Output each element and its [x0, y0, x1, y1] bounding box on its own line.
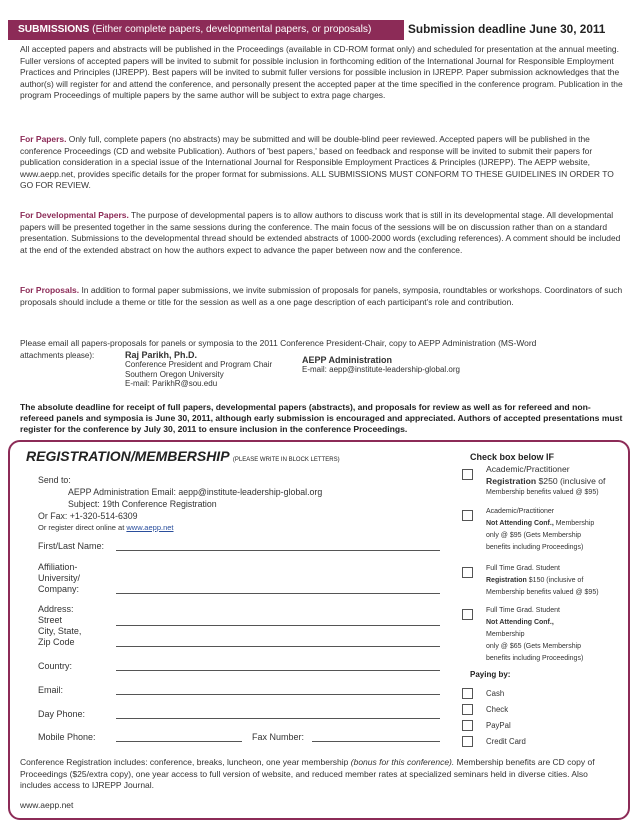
option-3-line-1: Full Time Grad. Student	[486, 565, 560, 572]
address-label-4: Zip Code	[38, 637, 75, 647]
option-4-line-5: benefits including Proceedings)	[486, 655, 584, 662]
option-1-bold: Registration	[486, 476, 537, 486]
option-4-line-1: Full Time Grad. Student	[486, 607, 560, 614]
email-label: Email:	[38, 685, 64, 695]
fax-line: Or Fax: +1-320-514-6309	[38, 511, 138, 521]
fax-number-label: Fax Number:	[252, 732, 305, 742]
contact-raj-role: Conference President and Program Chair	[125, 360, 273, 370]
online-register-link[interactable]: www.aepp.net	[126, 523, 174, 532]
contact-raj-school: Southern Oregon University	[125, 369, 224, 379]
pay-check-checkbox[interactable]	[462, 704, 473, 715]
send-to-label: Send to:	[38, 475, 71, 485]
mobile-phone-label: Mobile Phone:	[38, 732, 96, 742]
affiliation-input-line[interactable]	[116, 593, 440, 594]
contact-raj-email[interactable]: E-mail: ParikhR@sou.edu	[125, 379, 218, 389]
option-checkbox-2[interactable]	[462, 510, 473, 521]
submissions-title: SUBMISSIONS	[18, 24, 90, 35]
option-4-line-3: Membership	[486, 631, 525, 638]
pay-check-label: Check	[486, 705, 509, 714]
contact-aepp	[302, 356, 502, 375]
affiliation-label	[38, 562, 80, 595]
option-2-bold: Not Attending Conf.,	[486, 520, 554, 527]
day-phone-label: Day Phone:	[38, 709, 86, 719]
proposals-paragraph	[20, 285, 624, 308]
option-text-2	[486, 506, 626, 554]
send-to-block	[38, 474, 322, 534]
contact-raj	[125, 351, 305, 389]
option-checkbox-1[interactable]	[462, 469, 473, 480]
contact-raj-name: Raj Parikh, Ph.D.	[125, 350, 198, 360]
option-1-line-3: Membership benefits valued @ $95)	[486, 489, 599, 496]
footer-text-a: Conference Registration includes: conference, breaks, luncheon, one year membership	[20, 757, 349, 767]
country-label: Country:	[38, 661, 73, 671]
footer-text-b: Membership benefits are CD copy of Proceedings ($25/extra copy), one year access to full version of website, and reduced member rates at specialized seminars held in diverse cities. Also includes access to IJREPP Journal.	[20, 757, 595, 791]
option-text-3	[486, 563, 626, 599]
contact-aepp-email[interactable]: E-mail: aepp@institute-leadership-global.org	[302, 365, 460, 375]
day-phone-input-line[interactable]	[116, 718, 440, 719]
option-2-line-2	[486, 518, 626, 530]
developmental-label: For Developmental Papers.	[20, 210, 129, 220]
option-2-line-3: only @ $95 (Gets Membership	[486, 532, 582, 539]
option-1-line-1: Academic/Practitioner	[486, 464, 570, 474]
option-checkbox-4[interactable]	[462, 609, 473, 620]
option-3-line-3: Membership benefits valued @ $95)	[486, 589, 599, 596]
option-text-4	[486, 605, 626, 665]
submissions-header-bar	[8, 20, 404, 40]
option-4-line-2	[486, 617, 626, 629]
paying-by-label: Paying by:	[470, 670, 511, 679]
option-1-price: $250 (inclusive of	[536, 476, 606, 486]
registration-title	[26, 448, 340, 464]
name-label: First/Last Name:	[38, 541, 105, 551]
pay-paypal-checkbox[interactable]	[462, 720, 473, 731]
address-label	[38, 604, 81, 648]
address-label-2: Street	[38, 615, 63, 625]
address-label-1: Address:	[38, 604, 74, 614]
option-3-bold: Registration	[486, 577, 527, 584]
mobile-phone-input-line[interactable]	[116, 741, 242, 742]
registration-title-text: REGISTRATION/MEMBERSHIP	[26, 448, 230, 464]
option-4-bold: Not Attending Conf.,	[486, 619, 554, 626]
option-2-line-4: benefits including Proceedings)	[486, 544, 584, 551]
online-register-prefix: Or register direct online at	[38, 523, 125, 532]
papers-label: For Papers.	[20, 134, 67, 144]
option-4-line-4: only @ $65 (Gets Membership	[486, 643, 582, 650]
proposals-label: For Proposals.	[20, 285, 80, 295]
affiliation-label-1: Affiliation-	[38, 562, 78, 572]
fax-number-input-line[interactable]	[312, 741, 440, 742]
option-2-line-1: Academic/Practitioner	[486, 508, 555, 515]
online-register-line	[38, 522, 322, 534]
papers-paragraph	[20, 134, 624, 192]
option-3-line-2	[486, 575, 626, 587]
contact-aepp-name: AEPP Administration	[302, 355, 393, 365]
pay-credit-card-label: Credit Card	[486, 737, 526, 746]
country-input-line[interactable]	[116, 670, 440, 671]
option-3-price: $150 (inclusive of	[526, 577, 584, 584]
option-checkbox-3[interactable]	[462, 567, 473, 578]
attachments-label: attachments please):	[20, 351, 95, 360]
proposals-text: In addition to formal paper submissions, we invite submission of proposals for panels, symposia, roundtables or workshops. Coordinators of such proposals should include a theme or title for the session as well as a one page description of each participant's role and contribution.	[20, 285, 623, 307]
developmental-paragraph	[20, 210, 624, 256]
name-input-line[interactable]	[116, 550, 440, 551]
registration-title-note: (PLEASE WRITE IN BLOCK LETTERS)	[232, 457, 340, 463]
option-2-rest: Membership	[553, 520, 595, 527]
pay-cash-label: Cash	[486, 689, 505, 698]
email-subject: Subject: 19th Conference Registration	[68, 499, 217, 509]
submission-deadline: Submission deadline June 30, 2011	[408, 22, 606, 36]
affiliation-label-2: University/	[38, 573, 81, 583]
check-box-header: Check box below IF	[470, 452, 555, 462]
registration-includes-text	[20, 757, 620, 792]
developmental-text: The purpose of developmental papers is to allow authors to discuss work that is still in its developmental stage. All developmental papers will be presented together in the same sessions during the conference. The main focus of the sessions will be on discussion rather than on a standard presentation. Submissions to the developmental thread should be extended abstracts of 1000-2000 words (excluding references). A comment should be included at the end of the extended abstract on how the authors expect to advance the paper between now and the conference.	[20, 210, 621, 255]
address-input-line-1[interactable]	[116, 625, 440, 626]
address-input-line-2[interactable]	[116, 646, 440, 647]
pay-paypal-label: PayPal	[486, 721, 511, 730]
address-label-3: City, State,	[38, 626, 82, 636]
email-instructions: Please email all papers-proposals for panels or symposia to the 2011 Conference President-Chair, copy to AEPP Administration (MS-Word	[20, 338, 537, 348]
submissions-subtitle: (Either complete papers, developmental papers, or proposals)	[92, 24, 372, 35]
pay-cash-checkbox[interactable]	[462, 688, 473, 699]
footer-website[interactable]: www.aepp.net	[20, 800, 74, 810]
general-paragraph: All accepted papers and abstracts will be published in the Proceedings (available in CD-ROM format only) and scheduled for presentation at the annual meeting. Fuller versions of accepted papers will be invited to submit for possible inclusion in forthcoming edition of the International Journal for Responsible Employment Practices and Principles (IJREPP). Best papers will be invited to submit fuller versions for possible inclusion in IJREPP. Paper submission acknowledges that the author(s) will register for and attend the conference, and personally present the accepted paper at the time specified in the conference program. Publication in the program Proceedings of multiple papers by the same author will be subject to extra page charges.	[20, 44, 623, 101]
email-input-line[interactable]	[116, 694, 440, 695]
papers-text: Only full, complete papers (no abstracts) may be submitted and will be double-blind peer reviewed. Accepted papers will be published in the conference Proceedings (CD and website Publication). Authors of 'best papers,' based on feedback and response will be invited to submit their papers for publication consideration in a special issue of the International Journal for Responsible Employment Practices & Principles (IJREPP). The AEPP website, www.aepp.net, provides specific details for the proper format for submissions. ALL SUBMISSIONS MUST CONFORM TO THESE GUIDELINES IN ORDER TO GO FOR REVIEW.	[20, 134, 614, 191]
option-1-line-2	[486, 475, 626, 487]
pay-credit-card-checkbox[interactable]	[462, 736, 473, 747]
option-text-1	[486, 463, 626, 499]
admin-email: AEPP Administration Email: aepp@institute-leadership-global.org	[68, 487, 323, 497]
footer-text-italic: (bonus for this conference).	[350, 757, 455, 767]
affiliation-label-3: Company:	[38, 584, 80, 594]
absolute-deadline-notice: The absolute deadline for receipt of full papers, developmental papers (abstracts), and proposals for review as well as for refereed and non-refereed panels and symposia is June 30, 2011, although early submission is encouraged and appreciated. Authors of accepted presentations must register for the conference by July 30, 2011 to ensure inclusion in the conference Proceedings.	[20, 402, 623, 434]
